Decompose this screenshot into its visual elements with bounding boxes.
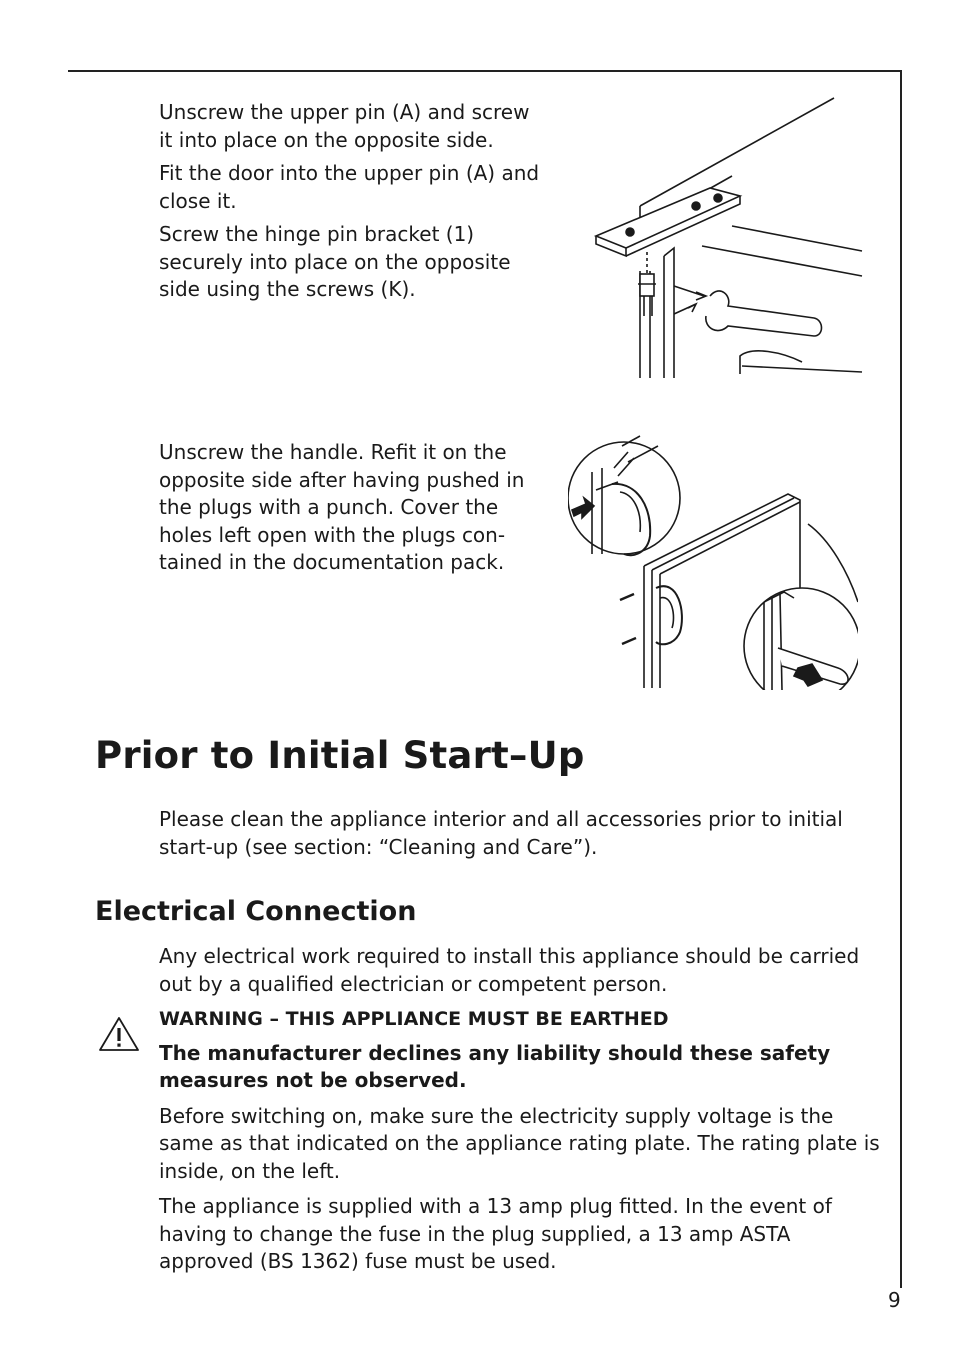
- electrical-content: [159, 943, 884, 1284]
- right-rule: [900, 70, 902, 1288]
- handle-instructions: [159, 439, 539, 577]
- page-number: 9: [888, 1288, 901, 1312]
- hinge-bracket-illustration: [592, 96, 864, 380]
- instruction-hinge-bracket: Screw the hinge pin bracket (1) securely into place on the opposite side using the screws (K).: [159, 222, 511, 301]
- section-intro: Please clean the appliance interior and all accessories prior to initial start-up (see section: “Cleaning and Care”).: [159, 807, 843, 859]
- hinge-instructions: [159, 99, 549, 310]
- earthing-warning: WARNING – THIS APPLIANCE MUST BE EARTHED: [159, 1008, 669, 1030]
- voltage-instruction: Before switching on, make sure the electricity supply voltage is the same as that indicated on the appliance rating plate. The rating plate is inside, on the left.: [159, 1103, 880, 1183]
- door-handle-illustration: [568, 432, 858, 690]
- electrical-intro: Any electrical work required to install this appliance should be carried out by a qualified electrician or competent person.: [159, 944, 860, 996]
- instruction-fit-door: Fit the door into the upper pin (A) and close it.: [159, 161, 540, 213]
- instruction-upper-pin: Unscrew the upper pin (A) and screw it into place on the opposite side.: [159, 100, 530, 152]
- fuse-instruction: The appliance is supplied with a 13 amp plug fitted. In the event of having to change the fuse in the plug supplied, a 13 amp ASTA approved (BS 1362) fuse must be used.: [159, 1194, 832, 1273]
- instruction-handle: Unscrew the handle. Refit it on the opposite side after having pushed in the plugs with a punch. Cover the holes left open with the plugs con-tained in the documentation pack.: [159, 440, 525, 574]
- warning-triangle-icon: [98, 1016, 140, 1052]
- section-title: Prior to Initial Start–Up: [95, 734, 585, 777]
- top-rule: [68, 70, 902, 72]
- electrical-heading: Electrical Connection: [95, 896, 417, 927]
- liability-statement: The manufacturer declines any liability should these safety measures not be observed.: [159, 1040, 831, 1092]
